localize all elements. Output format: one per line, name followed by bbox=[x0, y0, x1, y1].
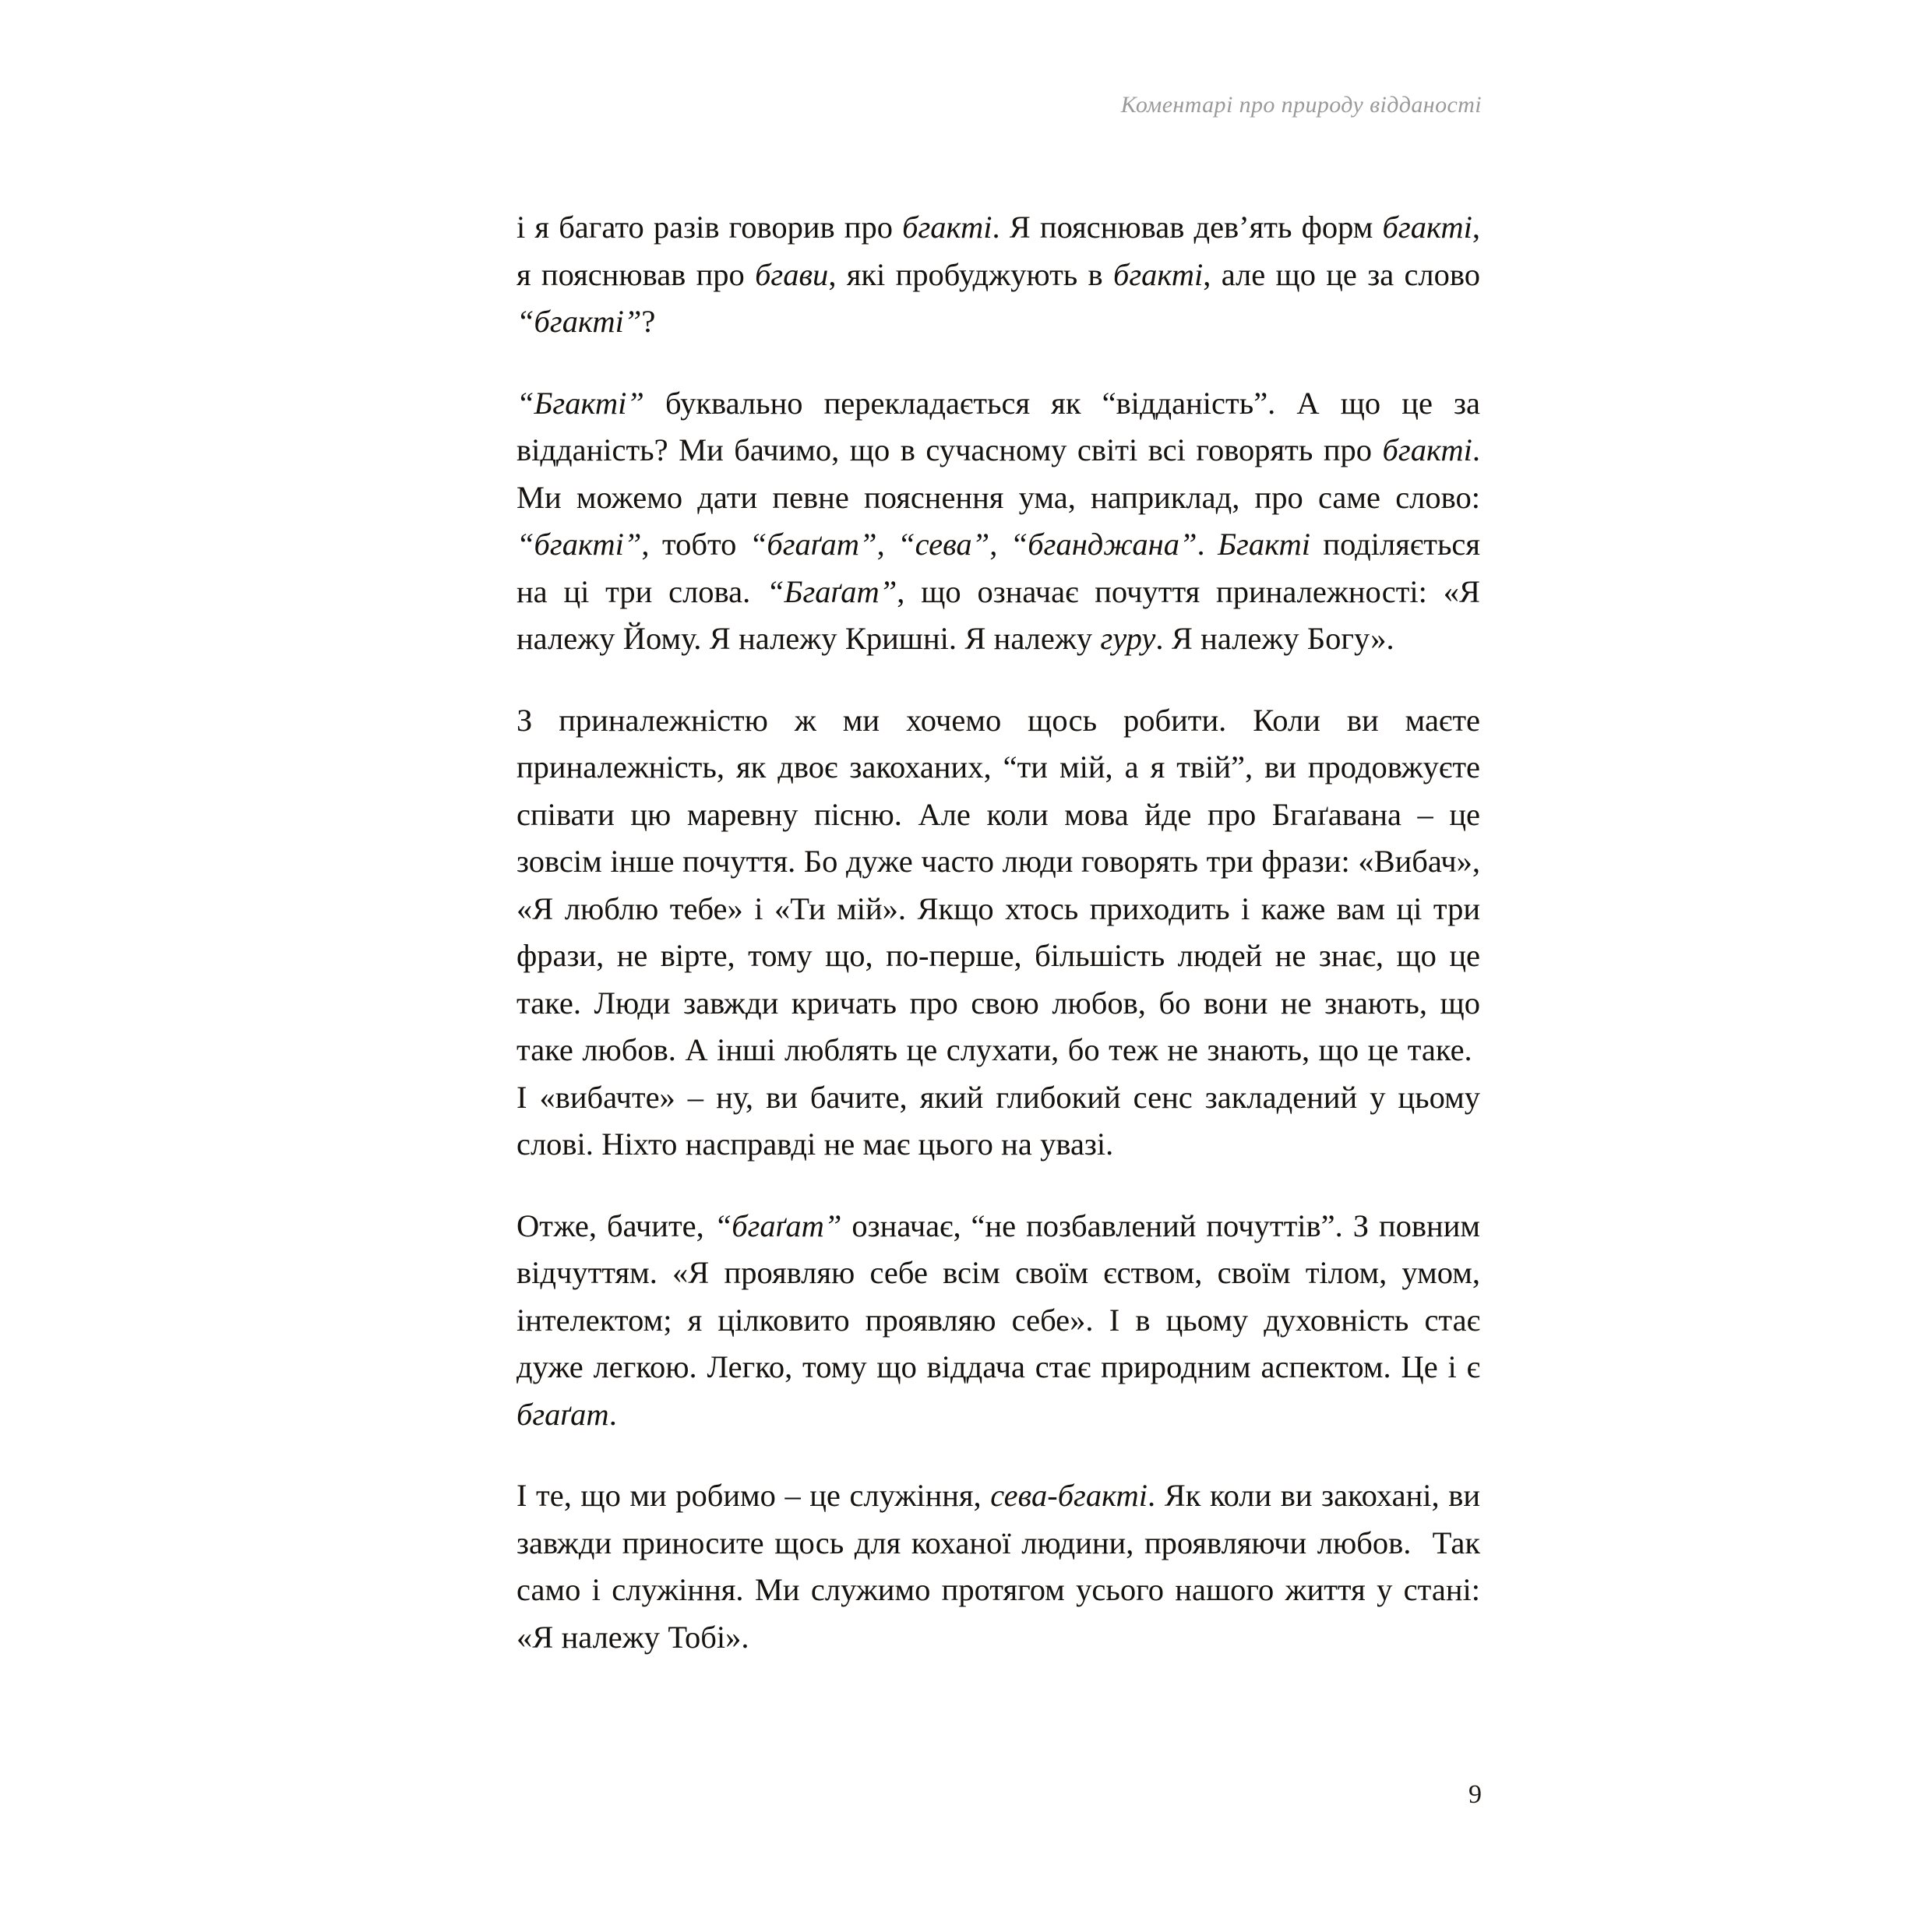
page-number: 9 bbox=[1468, 1780, 1482, 1809]
paragraph: З приналежністю ж ми хочемо щось робити. Коли ви маєте приналежність, як двоє закоханих, “ти мій, а я твій”, ви продовжуєте співати цю маревну пісню. Але коли мова йде про Бгаґавана – це зовсім інше почуття. Бо дуже часто люди говорять три фрази: «Вибач», «Я люблю тебе» і «Ти мій». Якщо хтось приходить і каже вам ці три фрази, не вірте, тому що, по-перше, більшість людей не знає, що це таке. Люди завжди кричать про свою любов, бо вони не знають, що таке любов. А інші люблять це слухати, бо теж не знають, що це таке. І «вибачте» – ну, ви бачите, який глибокий сенс закладений у цьому слові. Ніхто насправді не має цього на увазі. bbox=[516, 702, 1480, 1162]
paragraph: і я багато разів говорив про бгакті. Я пояснював дев’ять форм бгакті, я пояснював про бгави, які пробуджують в бгакті, але що це за слово “бгакті”? bbox=[516, 210, 1480, 339]
paragraph: Отже, бачите, “бгаґат” означає, “не позбавлений почуттів”. З повним відчуттям. «Я проявляю себе всім своїм єством, своїм тілом, умом, інтелектом; я цілковито проявляю себе». І в цьому духовність стає дуже легкою. Легко, тому що віддача стає природним аспектом. Це і є бгаґат. bbox=[516, 1208, 1480, 1432]
body-text-block bbox=[516, 204, 1480, 1661]
paragraph: “Бгакті” буквально перекладається як “відданість”. А що це за відданість? Ми бачимо, що в сучасному світі всі говорять про бгакті. Ми можемо дати певне пояснення ума, наприклад, про саме слово: “бгакті”, тобто “бгаґат”, “сева”, “бганджана”. Бгакті поділяється на ці три слова. “Бгаґат”, що означає почуття приналежності: «Я належу Йому. Я належу Кришні. Я належу гуру. Я належу Богу». bbox=[516, 385, 1481, 656]
running-head: Коментарі про природу відданості bbox=[1120, 92, 1482, 118]
paragraph: І те, що ми робимо – це служіння, сева-бгакті. Як коли ви закохані, ви завжди приносите щось для коханої людини, проявляючи любов. Так само і служіння. Ми служимо протягом усього нашого життя у стані: «Я належу Тобі». bbox=[516, 1478, 1480, 1655]
